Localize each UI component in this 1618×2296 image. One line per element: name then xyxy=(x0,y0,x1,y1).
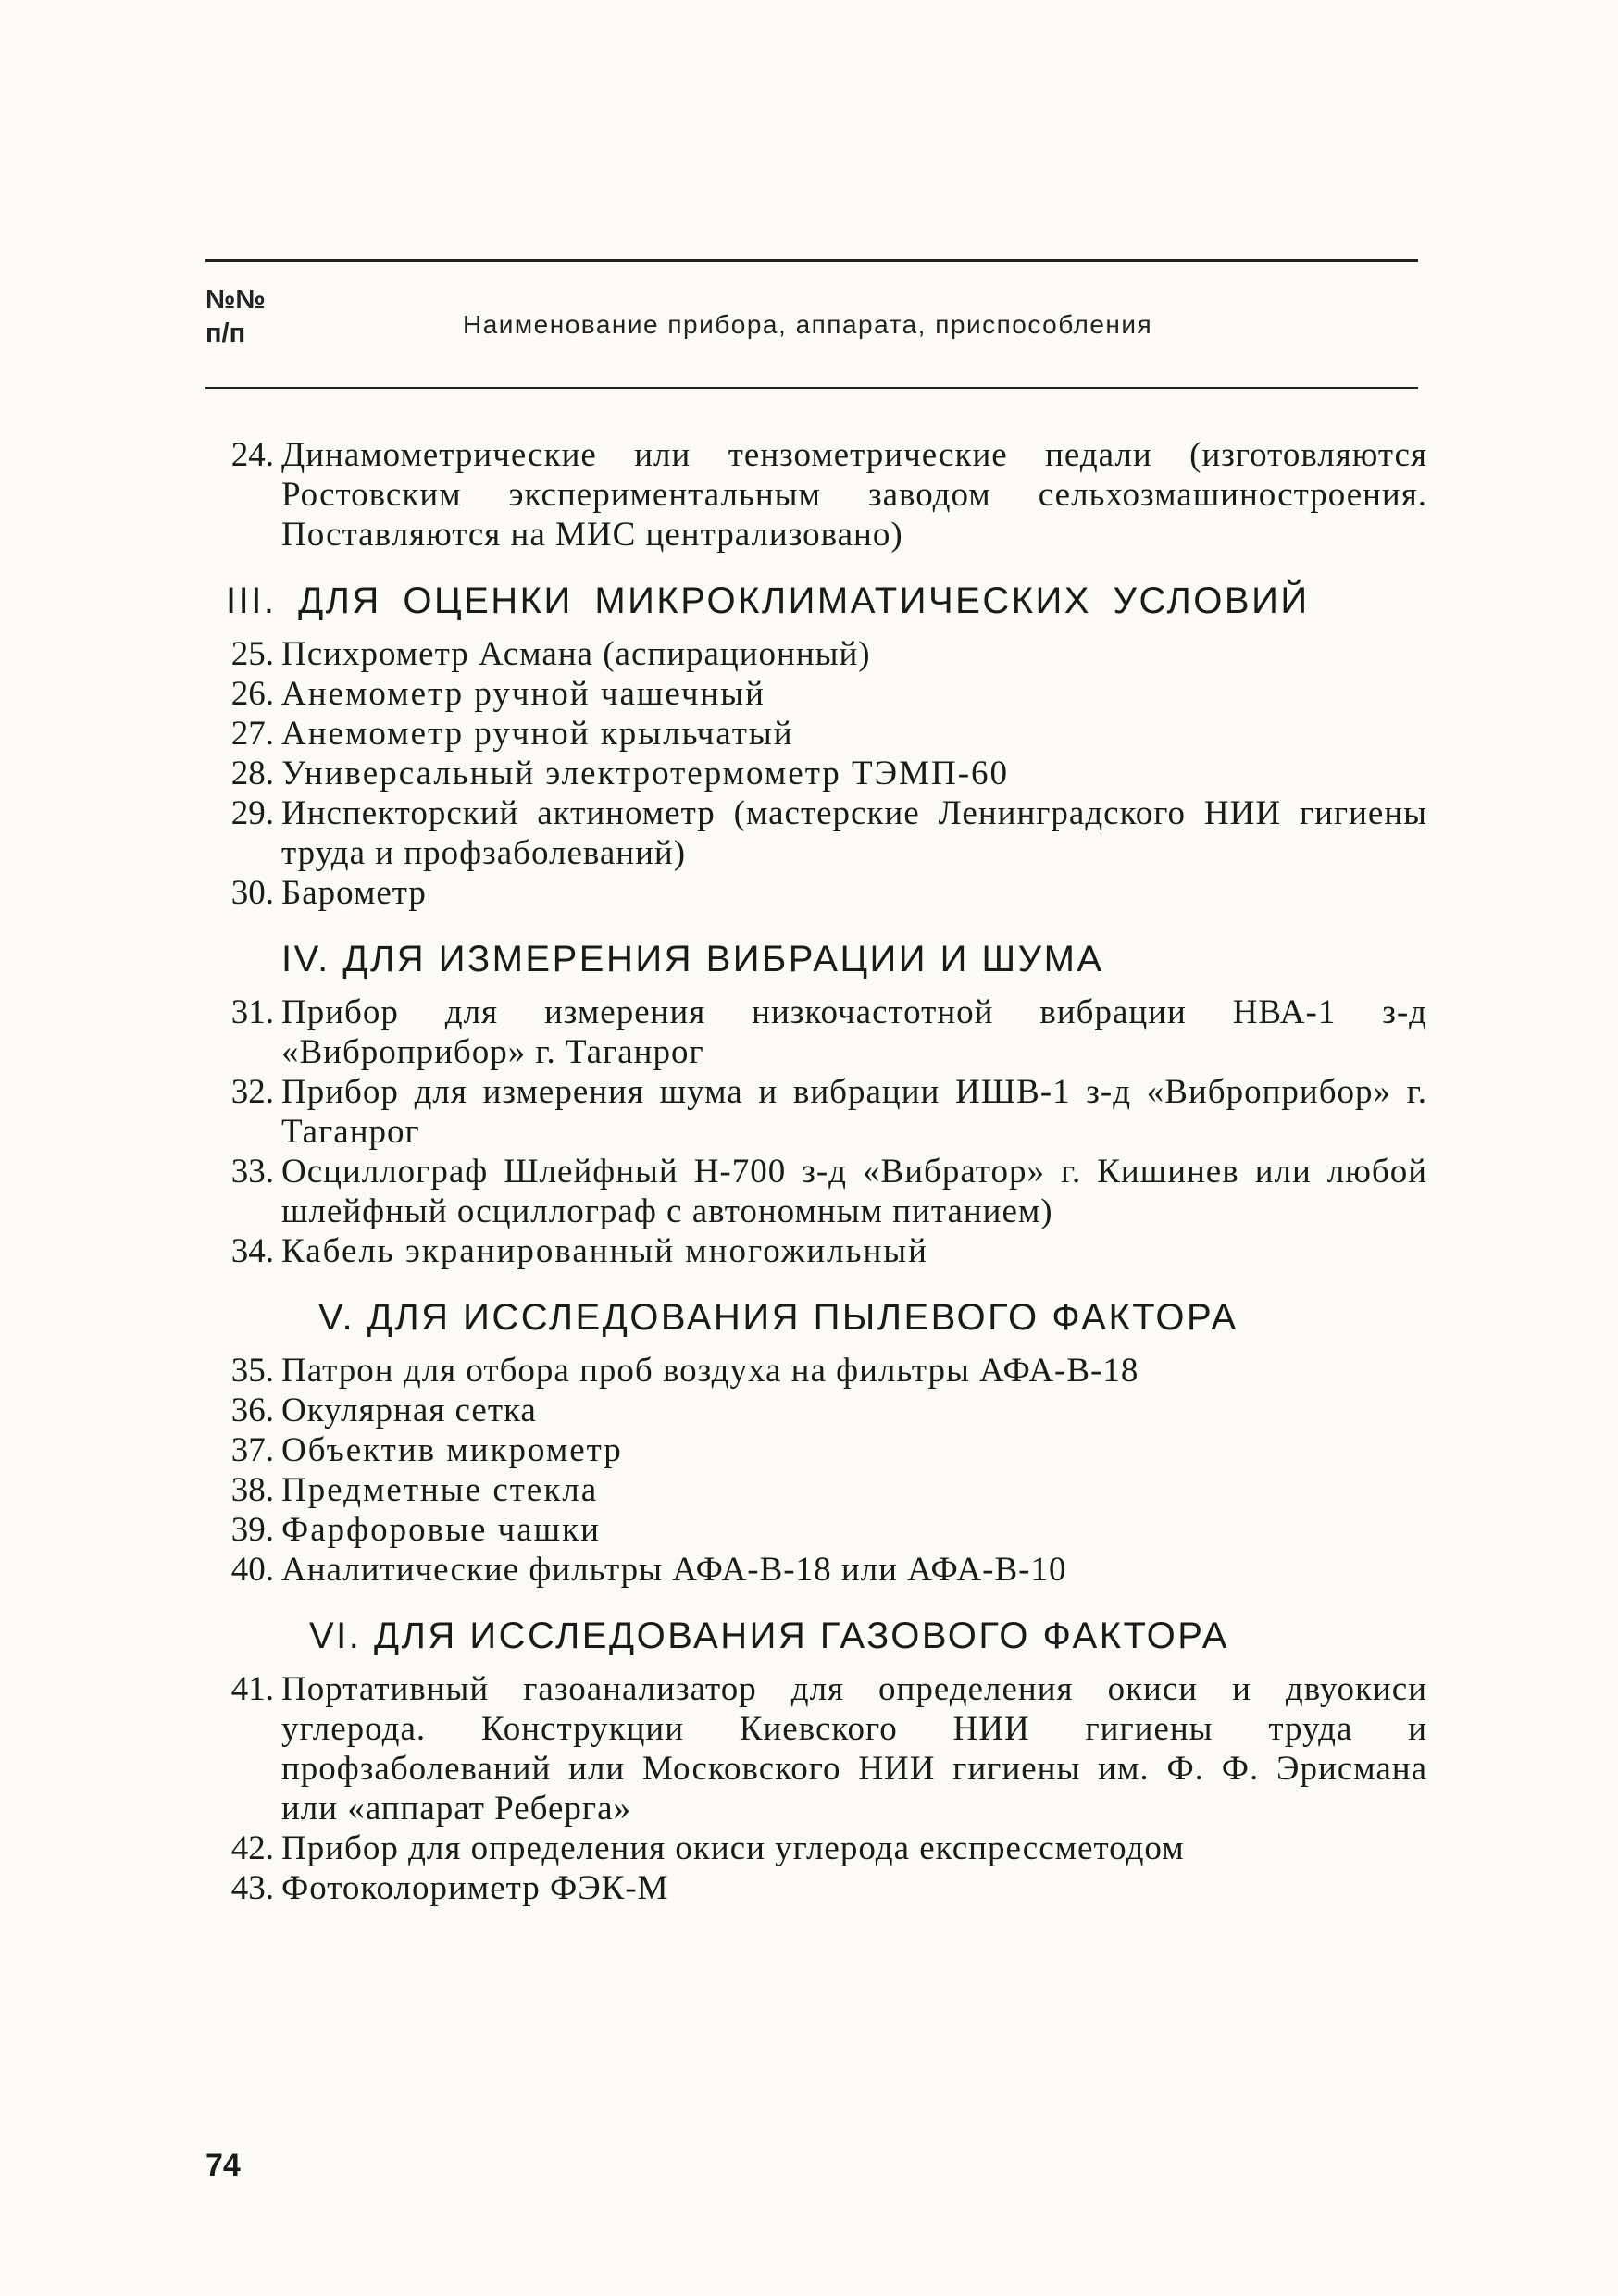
header-top-rule xyxy=(205,259,1418,262)
list-item xyxy=(205,1351,1427,1391)
item-text: Объектив микрометр xyxy=(281,1431,623,1469)
list-item xyxy=(205,1510,1427,1550)
item-text: Патрон для отбора проб воздуха на фильтры АФА-В-18 xyxy=(281,1352,1139,1390)
section-heading-gas-factor: VI. ДЛЯ ИССЛЕДОВАНИЯ ГАЗОВОГО ФАКТОРА xyxy=(309,1616,1229,1656)
list-item xyxy=(205,714,1427,754)
item-text: Универсальный электротермометр ТЭМП-60 xyxy=(281,755,1010,792)
item-text: Прибор для определения окиси углерода експрессметодом xyxy=(281,1829,1185,1867)
list-item xyxy=(205,1550,1427,1590)
item-number: 30. xyxy=(230,874,274,912)
item-text: Инспекторский актинометр (мастерские Ленинградского НИИ гигиены труда и профзаболеваний) xyxy=(281,794,1427,872)
item-text: Осциллограф Шлейфный Н-700 з-д «Вибратор» г. Кишинев или любой шлейфный осциллограф с автономным питанием) xyxy=(281,1153,1427,1230)
header-number-label xyxy=(205,283,266,350)
item-text: Аналитические фильтры АФА-В-18 или АФА-В-10 xyxy=(281,1551,1067,1589)
item-text: Прибор для измерения низкочастотной вибрации НВА-1 з-д «Виброприбор» г. Таганрог xyxy=(281,993,1427,1071)
item-number: 37. xyxy=(230,1431,274,1469)
section-heading-dust-factor: V. ДЛЯ ИССЛЕДОВАНИЯ ПЫЛЕВОГО ФАКТОРА xyxy=(318,1297,1238,1338)
item-text: Фотоколориметр ФЭК-М xyxy=(281,1869,669,1907)
item-number: 27. xyxy=(230,715,274,753)
item-text: Портативный газоанализатор для определения окиси и двуокиси углерода. Конструкции Киевского НИИ гигиены труда и профзаболеваний или Московского НИИ гигиены им. Ф. Ф. Эрисмана или «аппарат Реберга» xyxy=(281,1670,1427,1828)
item-number: 24. xyxy=(230,436,274,474)
item-number: 41. xyxy=(230,1670,274,1708)
list-item xyxy=(205,1868,1427,1908)
item-text: Динамометрические или тензометрические педали (изготовляются Ростовским экспериментальным заводом сельхозмашиностроения. Поставляются на МИС централизовано) xyxy=(281,436,1427,554)
list-item xyxy=(205,793,1427,873)
list-item xyxy=(205,754,1427,793)
list-item xyxy=(205,992,1427,1072)
list-item xyxy=(205,1231,1427,1271)
item-number: 42. xyxy=(230,1829,274,1867)
item-number: 43. xyxy=(230,1869,274,1907)
item-number: 31. xyxy=(230,993,274,1031)
item-number: 34. xyxy=(230,1232,274,1270)
list-item xyxy=(205,674,1427,714)
item-text: Кабель экранированный многожильный xyxy=(281,1232,928,1270)
item-number: 28. xyxy=(230,755,274,792)
header-number-label-line2: п/п xyxy=(205,318,246,348)
item-text: Барометр xyxy=(281,874,427,912)
list-item xyxy=(205,634,1427,674)
item-number: 29. xyxy=(230,794,274,832)
list-item xyxy=(205,1391,1427,1430)
item-number: 36. xyxy=(230,1391,274,1429)
item-number: 26. xyxy=(230,675,274,713)
item-number: 25. xyxy=(230,635,274,673)
item-text: Анемометр ручной крыльчатый xyxy=(281,715,794,753)
item-number: 39. xyxy=(230,1511,274,1549)
item-text: Психрометр Асмана (аспирационный) xyxy=(281,635,871,673)
list-item xyxy=(205,1669,1427,1828)
list-item xyxy=(205,1152,1427,1231)
page-number: 74 xyxy=(205,2148,241,2183)
list-item xyxy=(205,1828,1427,1868)
section-heading-vibration-noise: IV. ДЛЯ ИЗМЕРЕНИЯ ВИБРАЦИИ И ШУМА xyxy=(281,939,1104,980)
list-item xyxy=(205,435,1427,555)
item-text: Фарфоровые чашки xyxy=(281,1511,601,1549)
list-item xyxy=(205,873,1427,913)
item-number: 35. xyxy=(230,1352,274,1390)
header-number-label-line1: №№ xyxy=(205,285,266,315)
list-item xyxy=(205,1470,1427,1510)
section-heading-microclimate: III. ДЛЯ ОЦЕНКИ МИКРОКЛИМАТИЧЕСКИХ УСЛОВИЙ xyxy=(226,580,1310,621)
item-number: 33. xyxy=(230,1153,274,1191)
item-text: Прибор для измерения шума и вибрации ИШВ-1 з-д «Виброприбор» г. Таганрог xyxy=(281,1073,1427,1151)
item-number: 32. xyxy=(230,1073,274,1111)
list-item xyxy=(205,1430,1427,1470)
item-text: Анемометр ручной чашечный xyxy=(281,675,765,713)
header-bottom-rule xyxy=(205,387,1418,389)
list-item xyxy=(205,1072,1427,1152)
header-column-title: Наименование прибора, аппарата, приспособления xyxy=(463,310,1153,339)
item-text: Окулярная сетка xyxy=(281,1391,537,1429)
item-number: 38. xyxy=(230,1471,274,1509)
item-number: 40. xyxy=(230,1551,274,1589)
item-text: Предметные стекла xyxy=(281,1471,599,1509)
equipment-list xyxy=(205,435,1427,1908)
